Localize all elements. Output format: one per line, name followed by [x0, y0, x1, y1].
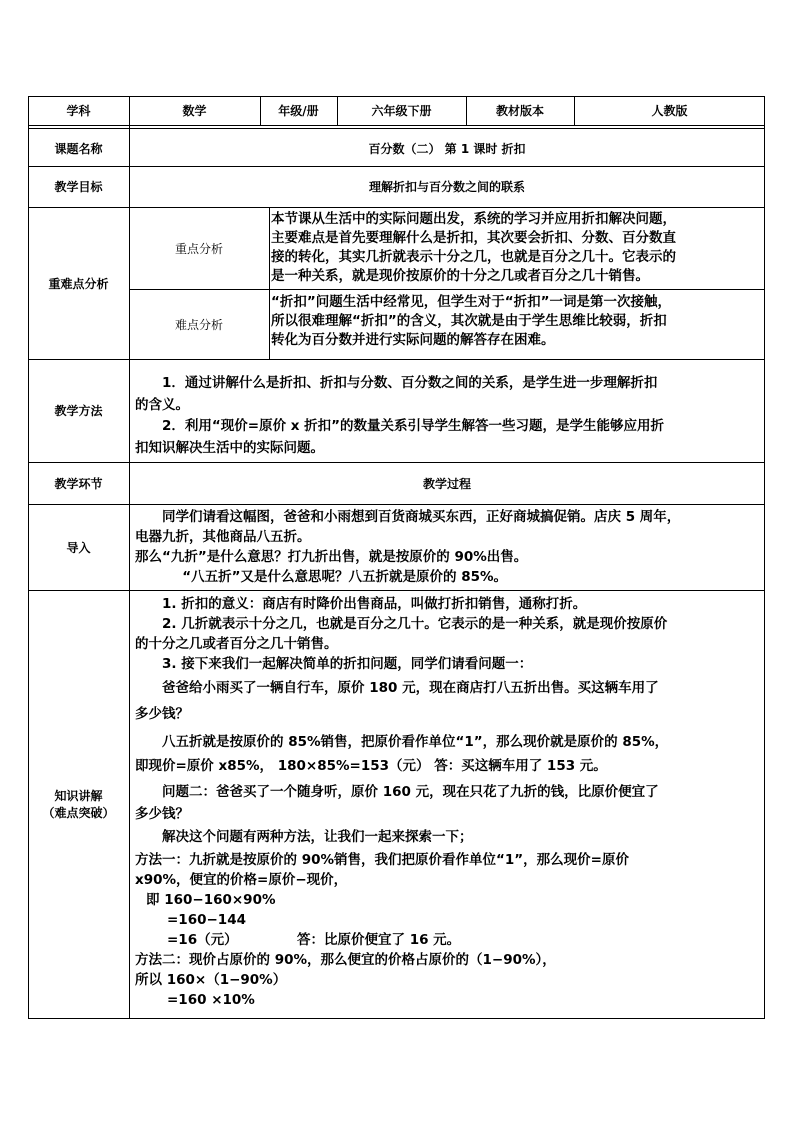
border-right — [764, 96, 765, 1018]
edition-value: 人教版 — [651, 104, 688, 118]
border-left — [28, 96, 29, 1018]
label-column-rule — [129, 96, 130, 1018]
intro-label: 导入 — [66, 540, 91, 555]
goal-value: 理解折扣与百分数之间的联系 — [368, 180, 525, 194]
difficult-analysis-label: 难点分析 — [174, 317, 223, 332]
analysis-rule — [269, 207, 270, 359]
process-label: 教学过程 — [422, 476, 471, 491]
process-stage-label: 教学环节 — [54, 476, 103, 491]
rule-analysis-split — [129, 289, 765, 290]
rule — [28, 166, 765, 167]
method-row — [28, 359, 765, 462]
knowledge-label-main: 知识讲解 — [54, 789, 103, 803]
lesson-label: 课题名称 — [54, 141, 103, 156]
subject-label: 学科 — [66, 104, 91, 118]
rule-double — [28, 125, 765, 129]
lesson-value: 百分数（二） 第 1 课时 折扣 — [368, 141, 526, 156]
header-rule — [574, 96, 575, 125]
knowledge-row — [28, 590, 765, 1018]
goal-label: 教学目标 — [54, 180, 103, 194]
subject-value: 数学 — [182, 104, 207, 118]
rule — [28, 359, 765, 360]
key-analysis-label: 重点分析 — [174, 241, 223, 256]
rule — [28, 504, 765, 505]
edition-label: 教材版本 — [495, 104, 544, 118]
process-header-row — [28, 462, 765, 504]
rule — [28, 207, 765, 208]
grade-label: 年级/册 — [278, 104, 319, 118]
rule — [28, 590, 765, 591]
rule — [28, 462, 765, 463]
lesson-row — [28, 130, 765, 166]
method-text: 1．通过讲解什么是折扣、折扣与分数、百分数之间的关系，是学生进一步理解折扣 的含义。 2．利用“现价=原价 x 折扣”的数量关系引导学生解答一些习题，是学生能够应用折 扣知识解决生活中的实际问题。 — [135, 375, 665, 456]
header-rule — [466, 96, 467, 125]
header-row — [28, 96, 765, 125]
knowledge-label — [28, 590, 129, 1018]
header-rule — [260, 96, 261, 125]
method1-result: =16（元） — [167, 932, 238, 948]
grade-value: 六年级下册 — [371, 104, 432, 118]
header-rule — [337, 96, 338, 125]
intro-text: 同学们请看这幅图，爸爸和小雨想到百货商城买东西，正好商城搞促销。店庆 5 周年， 电器九折，其他商品八五折。 那么“九折”是什么意思？打九折出售，就是按原价的 90%出售。 “八五折”又是什么意思呢？八五折就是原价的 85%。 — [135, 509, 681, 585]
analysis-row — [28, 207, 765, 359]
analysis-label: 重难点分析 — [48, 276, 109, 291]
intro-row — [28, 504, 765, 590]
key-analysis-text: 本节课从生活中的实际问题出发，系统的学习并应用折扣解决问题， 主要难点是首先要理解什么是折扣，其次要会折扣、分数、百分数直 接的转化，其实几折就表示十分之几，也就是百分之几十。它表示的 是一种关系，就是现价按原价的十分之几或者百分之几十销售。 — [271, 211, 676, 284]
knowledge-text: 1. 折扣的意义：商店有时降价出售商品，叫做打折扣销售，通称打折。 2. 几折就表示十分之几，也就是百分之几十。它表示的是一种关系，就是现价按原价 的十分之几或者百分之几十销售。 3. 接下来我们一起解决简单的折扣问题，同学们请看问题一： 爸爸给小雨买了一辆自行车，原价 180 元，现在商店打八五折出售。买这辆车用了 多少钱？ 八五折就是按原价的 85%销售，把原价看作单位“1”，那么现价就是原价的 85%， 即现价=原价 x85%， 180×85%=153（元） 答：买这辆车用了 153 元。 问题二：爸爸买了一个随身听，原价 160 元，现在只花了九折的钱，比原价便宜了 多少钱？ 解决这个问题有两种方法，让我们一起来探索一下； 方法一：九折就是按原价的 90%销售，我们把原价看作单位“1”，那么现价=原价 x90%，便宜的价格=原价−现价， 即 160−160×90% =160−144 =16（元） 答：比原价便宜了 16 元。 方法二：现价占原价的 90%，那么便宜的价格占原价的（1−90%）， 所以 160×（1−90%） =160 ×10% — [135, 596, 669, 1008]
rule-bottom — [28, 1018, 765, 1019]
method-label: 教学方法 — [54, 404, 103, 418]
goal-row — [28, 166, 765, 207]
difficult-analysis-text: “折扣”问题生活中经常见，但学生对于“折扣”一词是第一次接触， 所以很难理解“折扣”的含义，其次就是由于学生思维比较弱，折扣 转化为百分数并进行实际问题的解答存在困难。 — [271, 294, 671, 348]
method1-answer: 答：比原价便宜了 16 元。 — [297, 932, 461, 948]
rule-top — [28, 96, 765, 97]
knowledge-label-sub: （难点突破） — [42, 806, 115, 820]
